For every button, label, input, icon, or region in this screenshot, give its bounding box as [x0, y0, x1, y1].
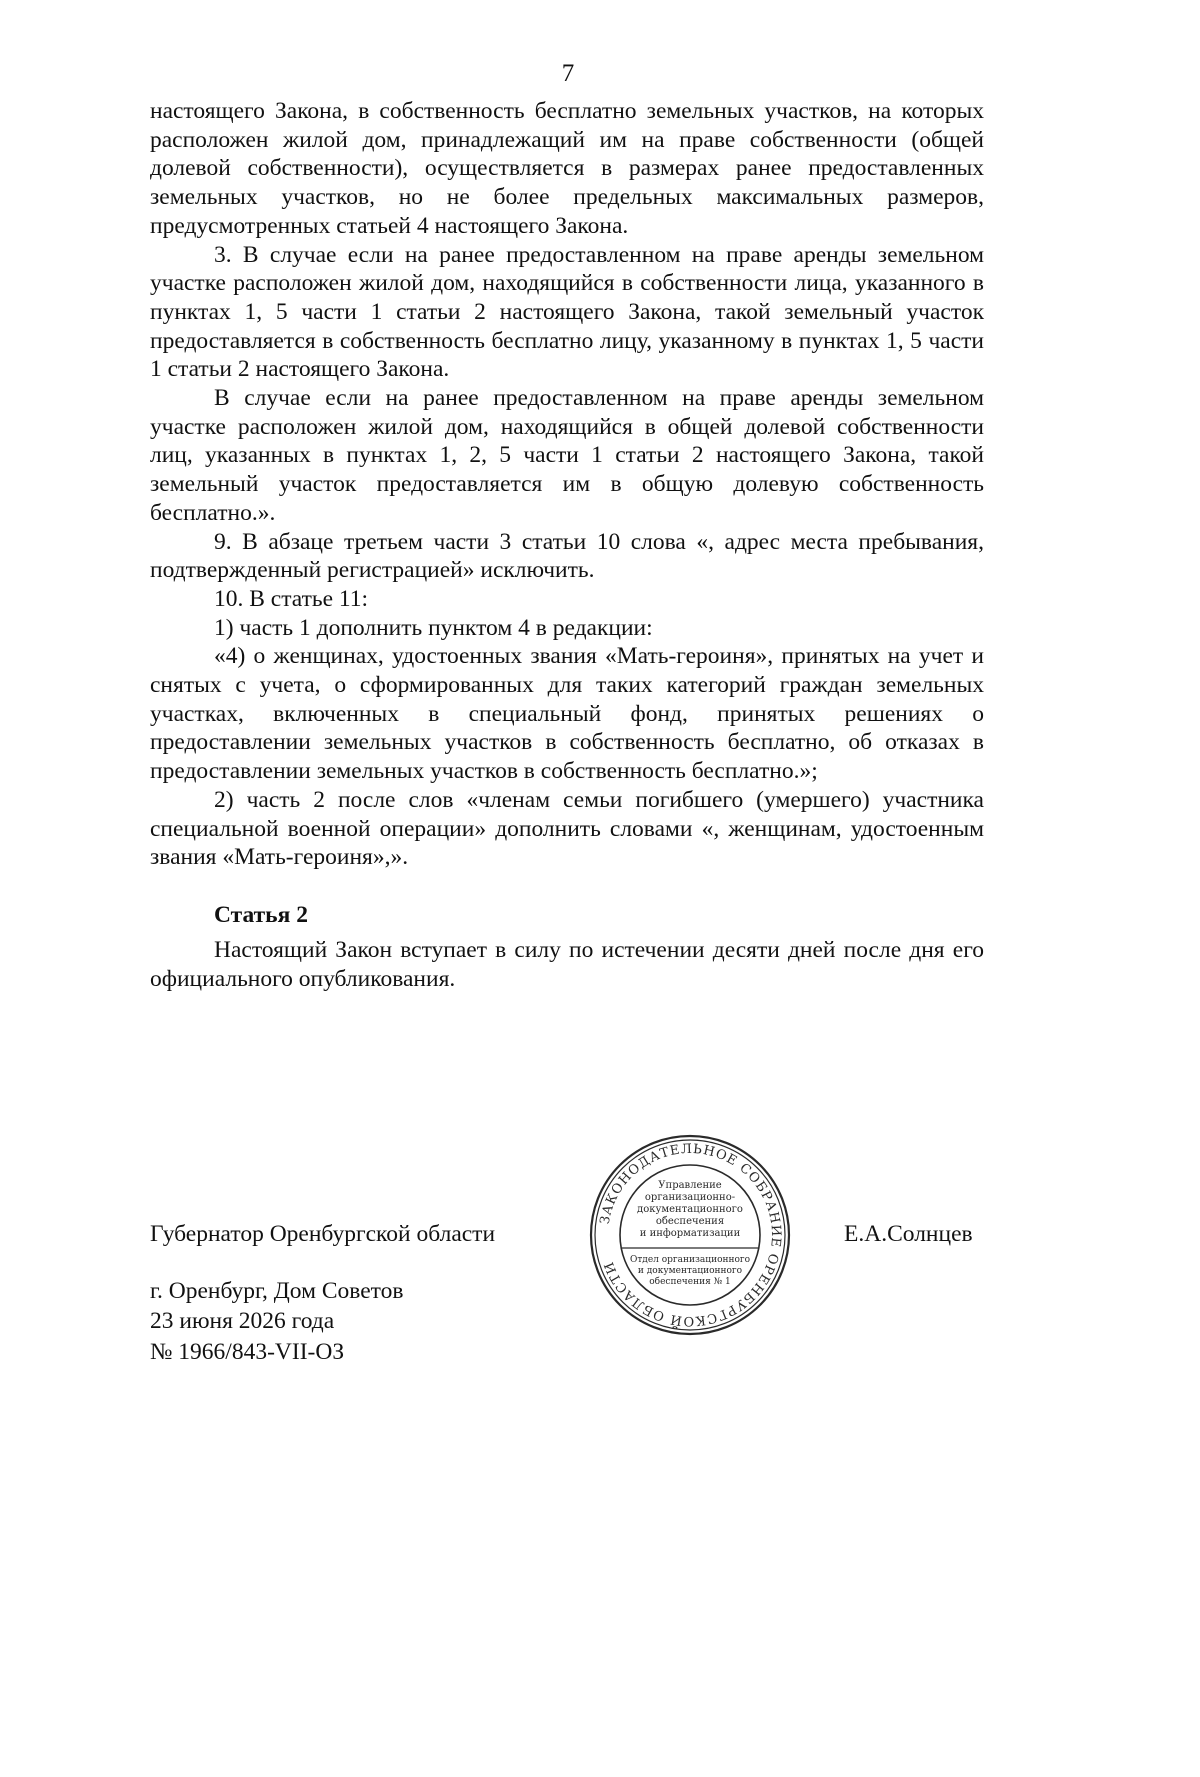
place-line: г. Оренбург, Дом Советов [150, 1278, 404, 1304]
paragraph: 3. В случае если на ранее предоставленном на праве аренды земельном участке расположен жилой дом, находящийся в собственности лица, указанного в пунктах 1, 5 части 1 статьи 2 настоящего Закона, такой земельный участок предоставляется в собственность бесплатно лицу, указанному в пунктах 1, 5 части 1 статьи 2 настоящего Закона. [150, 241, 984, 383]
body-text [150, 97, 984, 872]
svg-text:Управление: Управление [658, 1180, 722, 1191]
paragraph: 1) часть 1 дополнить пунктом 4 в редакции: [214, 614, 653, 641]
signer-name: Е.А.Солнцев [844, 1221, 973, 1247]
signer-title: Губернатор Оренбургской области [150, 1221, 496, 1247]
svg-text:и документационного: и документационного [637, 1266, 743, 1276]
article-heading: Статья 2 [214, 902, 308, 928]
paragraph: В случае если на ранее предоставленном на праве аренды земельном участке расположен жилой дом, находящийся в общей долевой собственности лиц, указанных в пунктах 1, 2, 5 части 1 статьи 2 настоящего Закона, такой земельный участок предоставляется им в общую долевую собственность бесплатно.». [150, 385, 984, 526]
paragraph: «4) о женщинах, удостоенных звания «Мать-героиня», принятых на учет и снятых с учета, о сформированных для таких категорий граждан земельных участках, включенных в специальный фонд, принятых решениях о предоставлении земельных участков в собственность бесплатно, об отказах в предоставлении земельных участков в собственность бесплатно.»; [150, 643, 984, 785]
svg-text:документационного: документационного [637, 1204, 743, 1215]
page-number: 7 [561, 60, 575, 87]
svg-text:обеспечения: обеспечения [655, 1216, 725, 1227]
article-text: Настоящий Закон вступает в силу по истечении десяти дней после дня его официального опубликования. [150, 937, 984, 992]
paragraph: 10. В статье 11: [214, 585, 369, 612]
paragraph: 2) часть 2 после слов «членам семьи погибшего (умершего) участника специальной военной операции» дополнить словами «, женщинам, удостоенным звания «Мать-героиня»,». [150, 786, 984, 871]
svg-text:Отдел организационного: Отдел организационного [629, 1255, 751, 1265]
date-line: 23 июня 2026 года [150, 1308, 335, 1334]
svg-text:организационно-: организационно- [644, 1192, 736, 1203]
paragraph: 9. В абзаце третьем части 3 статьи 10 слова «, адрес места пребывания, подтвержденный регистрацией» исключить. [150, 528, 984, 584]
official-seal [588, 1133, 792, 1337]
svg-text:обеспечения № 1: обеспечения № 1 [649, 1277, 731, 1287]
svg-text:и информатизации: и информатизации [639, 1228, 741, 1239]
svg-text:ЗАКОНОДАТЕЛЬНОЕ СОБРАНИЕ ОРЕНБ: ЗАКОНОДАТЕЛЬНОЕ СОБРАНИЕ ОРЕНБУРГСКОЙ ОБЛАСТИ [597, 1141, 784, 1329]
paragraph: настоящего Закона, в собственность бесплатно земельных участков, на которых расположен жилой дом, принадлежащий им на праве собственности (общей долевой собственности), осуществляется в размерах ранее предоставленных земельных участков, но не более предельных максимальных размеров, предусмотренных статьей 4 настоящего Закона. [150, 98, 984, 239]
law-number: № 1966/843-VII-ОЗ [150, 1339, 345, 1365]
